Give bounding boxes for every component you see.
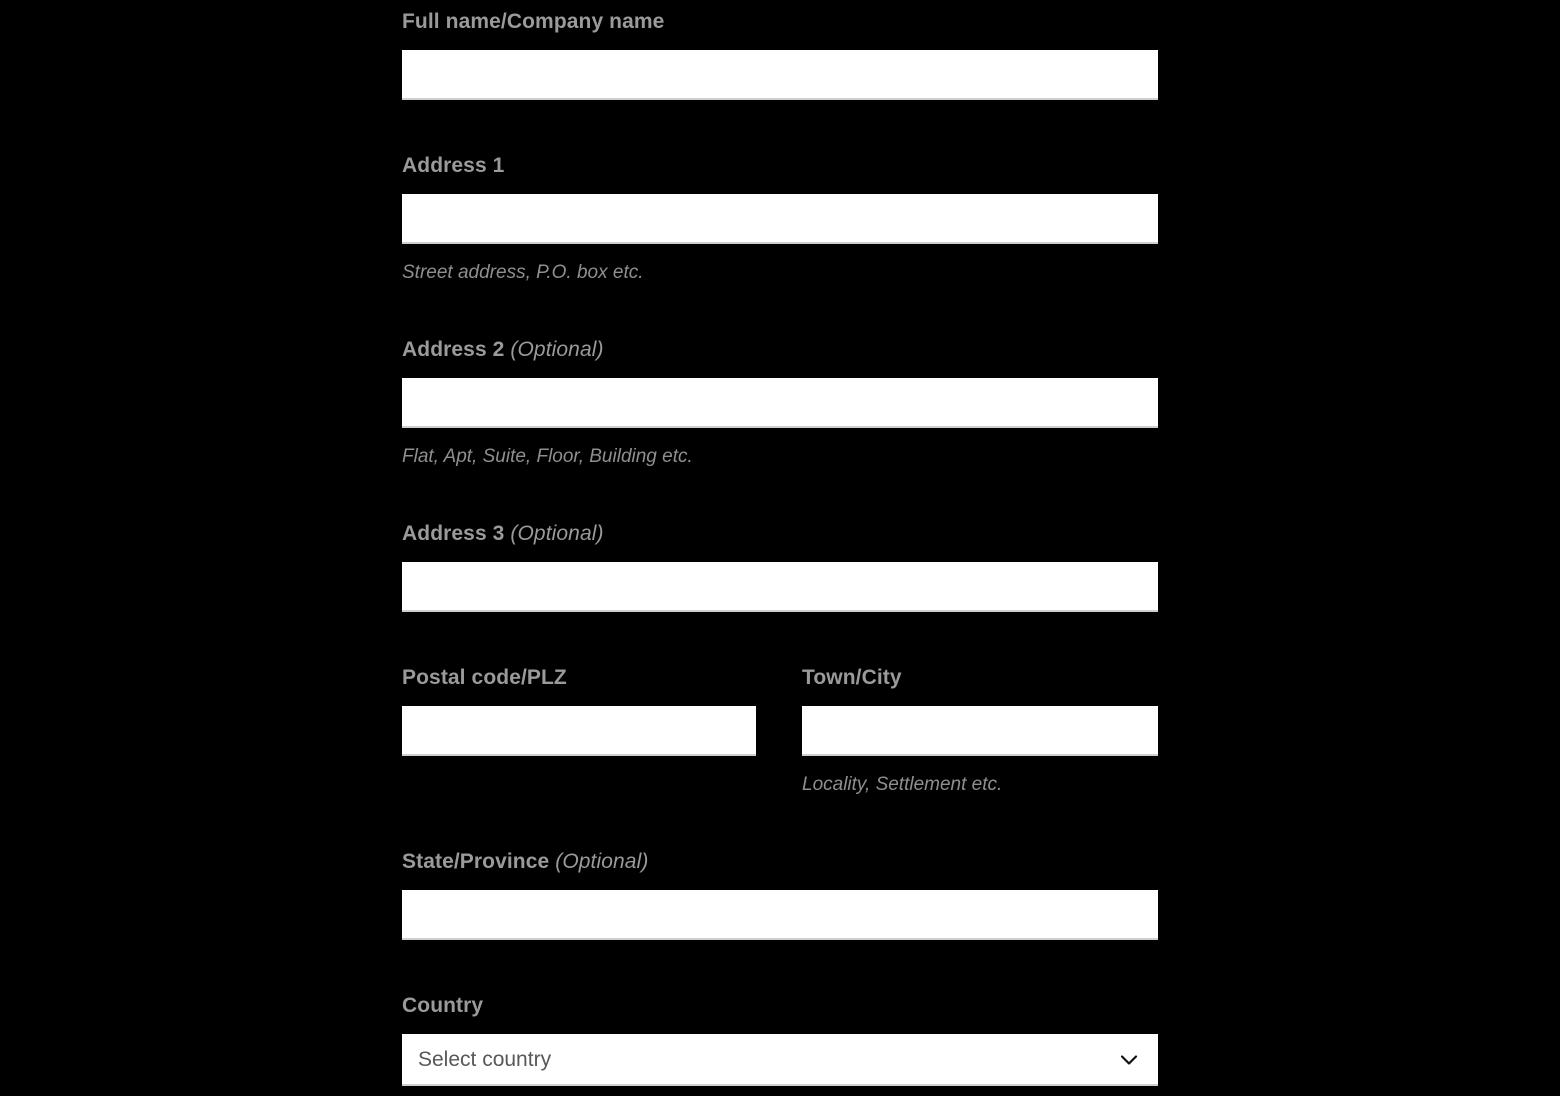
address-2-input[interactable]: [402, 378, 1158, 428]
address-3-optional-tag: (Optional): [510, 522, 604, 545]
postal-code-input[interactable]: [402, 706, 756, 756]
address-1-label: [402, 154, 504, 177]
address-1-input[interactable]: [402, 194, 1158, 244]
town-city-label-text: Town/City: [802, 666, 902, 689]
state-province-optional-tag: (Optional): [555, 850, 649, 873]
full-name-input[interactable]: [402, 50, 1158, 100]
address-2-label: [402, 338, 604, 361]
state-province-input[interactable]: [402, 890, 1158, 940]
state-province-label-text: State/Province: [402, 850, 550, 873]
address-2-label-text: Address 2: [402, 338, 505, 361]
address-3-input[interactable]: [402, 562, 1158, 612]
country-select[interactable]: [402, 1034, 1158, 1086]
country-label-text: Country: [402, 994, 484, 1017]
country-select-value[interactable]: Select country: [402, 1034, 1158, 1086]
address-2-optional-tag: (Optional): [510, 338, 604, 361]
address-1-help: Street address, P.O. box etc.: [402, 262, 644, 283]
state-province-label: [402, 850, 648, 873]
full-name-label: [402, 10, 664, 33]
address-2-help: Flat, Apt, Suite, Floor, Building etc.: [402, 446, 693, 467]
full-name-label-text: Full name/Company name: [402, 10, 665, 33]
postal-code-label-text: Postal code/PLZ: [402, 666, 567, 689]
address-3-label: [402, 522, 604, 545]
town-city-label: [802, 666, 902, 689]
address-3-label-text: Address 3: [402, 522, 505, 545]
town-city-input[interactable]: [802, 706, 1158, 756]
postal-code-label: [402, 666, 567, 689]
address-1-label-text: Address 1: [402, 154, 505, 177]
town-city-help: Locality, Settlement etc.: [802, 774, 1003, 795]
country-label: [402, 994, 483, 1017]
